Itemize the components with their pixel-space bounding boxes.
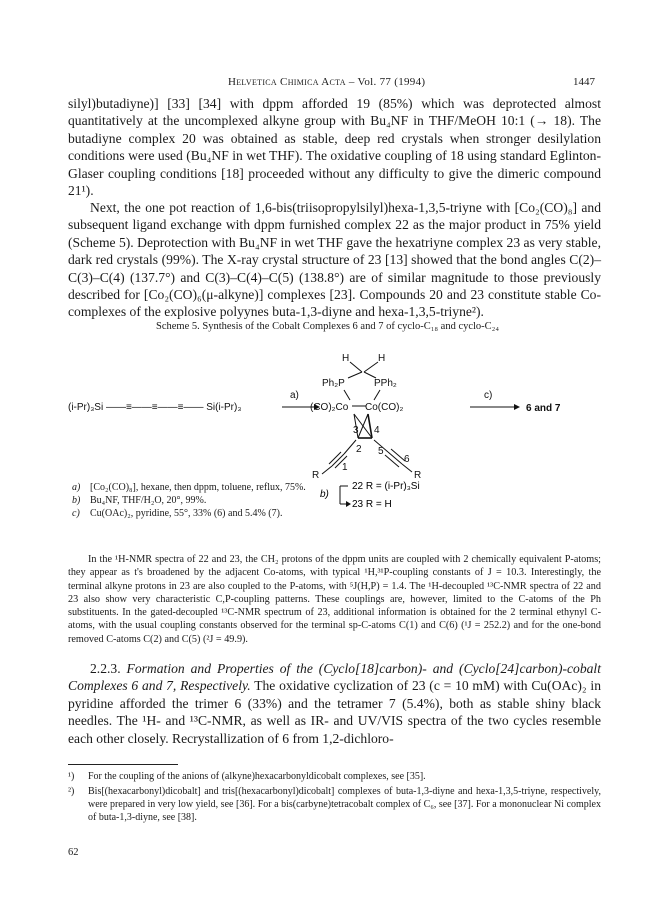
reagent-key: b) <box>72 495 81 507</box>
section-number: 2.2.3. <box>90 661 121 676</box>
arrow-c-head <box>514 404 520 410</box>
pph2-label: PPh₂ <box>374 378 397 389</box>
co-right-label: Co(CO)₂ <box>365 402 404 413</box>
footnotes <box>68 770 601 826</box>
section-title: Formation and Properties of the (Cyclo[18]carbon)- and (Cyclo[24]carbon)-cobalt Complexes 6 and 7, Respectively. <box>68 661 601 694</box>
atom-number-6: 6 <box>404 454 410 465</box>
scheme-caption: Scheme 5. Synthesis of the Cobalt Complexes 6 and 7 of cyclo-C₁₈ and cyclo-C₂₄ <box>156 321 499 332</box>
key-bracket-arrow <box>346 501 351 507</box>
core-edge-2 <box>368 414 372 438</box>
h-right: H <box>378 353 386 364</box>
compound-22-label: 22 R = (i-Pr)₃Si <box>352 481 420 492</box>
reagent-key: a) <box>72 482 81 493</box>
atom-number-1: 1 <box>342 462 348 473</box>
arm-right-d <box>385 455 399 467</box>
atom-number-2: 2 <box>356 444 362 455</box>
section-2-2-3 <box>68 660 601 747</box>
arm-right-e <box>402 464 412 472</box>
reagent-c <box>72 507 332 520</box>
co-left-label: (CO)₂Co <box>310 402 349 413</box>
ph2p-label: Ph₂P <box>322 378 345 389</box>
nmr-note: In the ¹H-NMR spectra of 22 and 23, the CH₂ protons of the dppm units are coupled with 2 chemically equivalent P-atoms; they appear as t's broadened by the adjacent Co-atoms, with typical ¹H,³¹P-coupling constants of J = 10.3. Interestingly, the terminal alkyne protons in 23 are also coupled to the P-atoms, with ⁵J(H,P) = 1.4. The ¹H-decoupled ¹³C-NMR spectra of 22 and 23 also show very characteristic C,P-coupling patterns. These couplings are, however, limited to the C-atoms of the Ph substituents. In the gated-decoupled ¹³C-NMR spectrum of 23, additional information is obtained for the 2 terminal ethynyl C-atoms, with the usual coupling constants observed for the terminal sp-C-atoms C(1) and C(6) (¹J = 252.2) and for the one-bond removed C-atoms C(2) and C(5) (²J = 49.9). <box>68 554 601 645</box>
r-right: R <box>414 470 422 478</box>
reagent-text: Bu₄NF, THF/H₂O, 20°, 99%. <box>90 495 207 507</box>
paragraph-1: silyl)butadiyne)] [33] [34] with dppm afforded 19 (85%) which was deprotected almost quantitatively at the uncomplexed alkyne group with Bu₄NF in THF/MeOH 10:1 (→ 18). The butadiyne complex 20 was obtained as stable, deep red crystals when stronger desilylation conditions were used (Bu₄NF in wet THF). The oxidative coupling of 18 using standard Eglinton-Glaser coupling conditions [18] proceeded without any difficulty to give the dimeric compound 21¹). <box>68 96 601 199</box>
paragraph-2: Next, the one pot reaction of 1,6-bis(triisopropylsilyl)hexa-1,3,5-triyne with [Co₂(CO)₈] and subsequent ligand exchange with dppm furnished complex 22 as the major product in 75% yield (Scheme 5). Deprotection with Bu₄NF in wet THF gave the hexatriyne complex 23 as very stable, dark red crystals (99%). The X-ray crystal structure of 23 [13] showed that the bond angles C(2)–C(3)–C(4) (137.7°) and C(3)–C(4)–C(5) (138.8°) are of similar magnitude to those previously described for [Co₂(CO)₆(μ-alkyne)] complexes [23]. Compounds 20 and 23 constitute stable Co-complexes of the explosive polyynes buta-1,3-diyne and hexa-1,3,5-triyne²). <box>68 200 601 320</box>
atom-number-3: 3 <box>353 425 359 436</box>
r-left: R <box>312 470 320 478</box>
running-head <box>228 76 425 88</box>
footnote-text: For the coupling of the anions of (alkyne)hexacarbonyldicobalt complexes, see [35]. <box>88 771 426 782</box>
journal-volume: – Vol. 77 (1994) <box>348 76 426 88</box>
footnote-2 <box>68 785 601 824</box>
step-b-label: b) <box>320 489 329 500</box>
compound-23-label: 23 R = H <box>352 499 392 510</box>
p-bond-left <box>348 372 362 378</box>
reagent-text: Cu(OAc)₂, pyridine, 55°, 33% (6) and 5.4% (7). <box>90 508 283 520</box>
atom-number-5: 5 <box>378 446 384 457</box>
p-co-bond-left <box>344 390 350 400</box>
arrow-a-label: a) <box>290 390 299 401</box>
arm-left-a <box>344 440 356 454</box>
h-left: H <box>342 353 350 364</box>
arm-left-e <box>322 466 332 474</box>
compound-key <box>320 478 480 520</box>
reagent-key: c) <box>72 508 80 520</box>
arm-right-c <box>391 449 405 461</box>
arm-left-d <box>329 452 341 464</box>
section-text: The oxidative cyclization of 23 (c = 10 mM) with Cu(OAc)₂ in pyridine afforded the trimer 6 (33%) and the tetramer 7 (5.4%), both as stable shiny black needles. The ¹H- and ¹³C-NMR, as well as IR- and UV/VIS spectra of the two cycles resemble each other closely. Recrystallization of 6 from 1,2-dichloro- <box>68 678 601 746</box>
footnote-text: Bis[(hexacarbonyl)dicobalt] and tris[(hexacarbonyl)dicobalt] complexes of buta-1,3-diyne and hexa-1,3,5-triyne, respectively, were prepared in very low yield, see [36]. For a bis(carbyne)tetracobalt complex of C₆, see [37]. For a mononuclear Ni complex of buta-1,3-diyne, see [38]. <box>88 786 601 823</box>
atom-number-4: 4 <box>374 425 380 436</box>
page-number: 1447 <box>573 76 595 88</box>
journal-name: Helvetica Chimica Acta <box>228 76 346 88</box>
core-edge-4 <box>358 414 368 438</box>
sheet-number: 62 <box>68 847 79 858</box>
start-material: (i-Pr)₃Si ——≡——≡——≡—— Si(i-Pr)₃ <box>68 402 242 413</box>
reagent-text: [Co₂(CO)₈], hexane, then dppm, toluene, reflux, 75%. <box>90 482 306 493</box>
footnote-key: ¹) <box>68 771 75 782</box>
arm-right-b <box>388 452 402 464</box>
ch2-bond-left <box>350 362 362 372</box>
footnote-key: ²) <box>68 786 75 797</box>
product-label: 6 and 7 <box>526 403 561 414</box>
reagent-b <box>72 494 332 507</box>
scheme-5-diagram <box>60 338 610 478</box>
footnote-1 <box>68 770 601 783</box>
arrow-c-label: c) <box>484 390 493 401</box>
reagent-a <box>72 481 332 494</box>
p-co-bond-right <box>374 390 380 400</box>
ch2-bond-right <box>364 362 378 372</box>
reagent-list <box>72 481 332 521</box>
footnote-divider <box>68 764 178 765</box>
